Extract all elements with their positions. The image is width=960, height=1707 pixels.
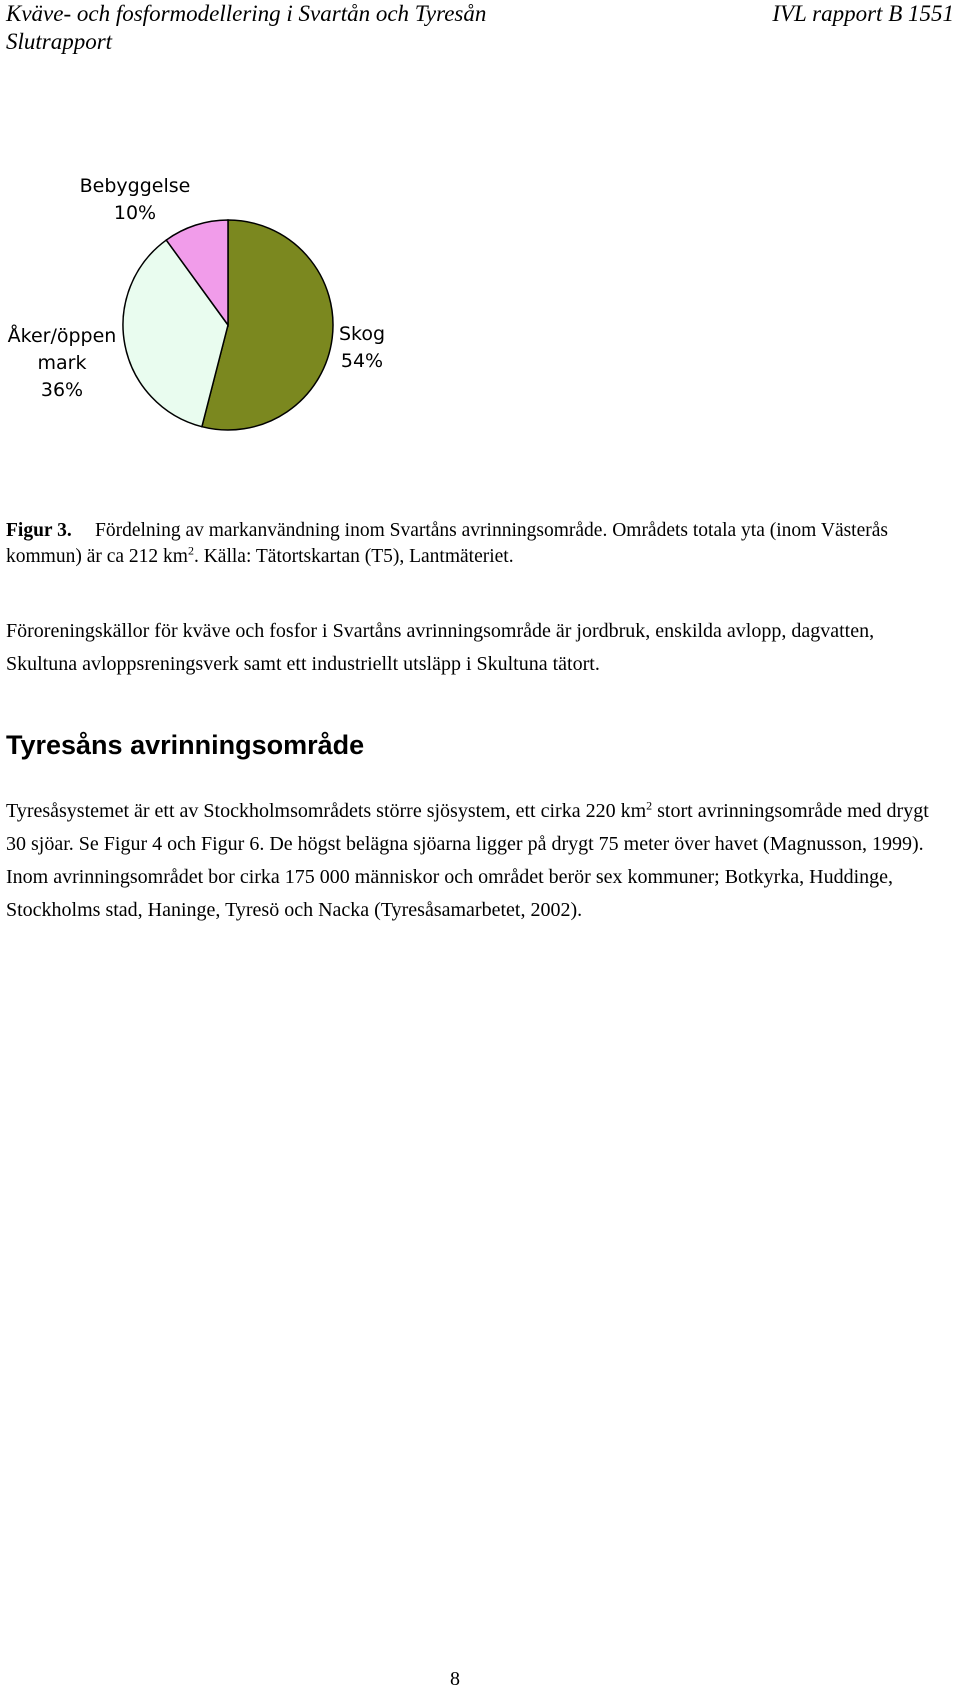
- report-subtitle: Slutrapport: [6, 29, 113, 54]
- page-header: [6, 0, 954, 56]
- land-use-pie-chart: [0, 168, 440, 488]
- pie-label-1-1: mark: [37, 352, 87, 374]
- report-title: Kväve- och fosformodellering i Svartån och Tyresån: [6, 1, 487, 26]
- paragraph-tyresan: [6, 795, 950, 927]
- caption-text-end: . Källa: Tätortskartan (T5), Lantmäteriet.: [193, 546, 514, 567]
- pie-label-2-0: Bebyggelse: [79, 175, 191, 197]
- paragraph-pollution-sources: Föroreningskällor för kväve och fosfor i Svartåns avrinningsområde är jordbruk, enskilda avlopp, dagvatten, Skultuna avloppsreningsverk samt ett industriellt utsläpp i Skultuna tätort.: [6, 620, 875, 675]
- pie-label-0-0: Skog: [338, 323, 386, 345]
- paragraph-superscript: 2: [646, 798, 653, 813]
- figure-caption: [6, 518, 950, 570]
- paragraph-text-end: stort avrinningsområde med drygt 30 sjöar. Se Figur 4 och Figur 6. De högst belägna sjöarna ligger på drygt 75 meter över havet (Magnusson, 1999). Inom avrinningsområdet bor cirka 175 000 människor och området berör sex kommuner; Botkyrka, Huddinge, Stockholms stad, Haninge, Tyresö och Nacka (Tyresåsamarbetet, 2002).: [6, 800, 929, 921]
- caption-text: Fördelning av markanvändning inom Svartåns avrinningsområde. Områdets totala yta (inom Västerås kommun) är ca 212 km: [6, 520, 888, 567]
- pie-label-0-1: 54%: [340, 350, 384, 372]
- page-number: 8: [450, 1668, 460, 1690]
- pie-label-2-1: 10%: [113, 202, 157, 224]
- paragraph-text: Tyresåsystemet är ett av Stockholmsområdets större sjösystem, ett cirka 220 km: [6, 800, 647, 822]
- report-number: IVL rapport B 1551: [772, 1, 954, 26]
- figure-label: Figur 3.: [6, 520, 72, 541]
- caption-superscript: 2: [187, 543, 194, 558]
- pie-label-1-2: 36%: [40, 379, 84, 401]
- pie-label-1-0: Åker/öppen: [7, 325, 117, 347]
- pie-svg: [0, 168, 440, 488]
- section-heading: Tyresåns avrinningsområde: [6, 730, 365, 760]
